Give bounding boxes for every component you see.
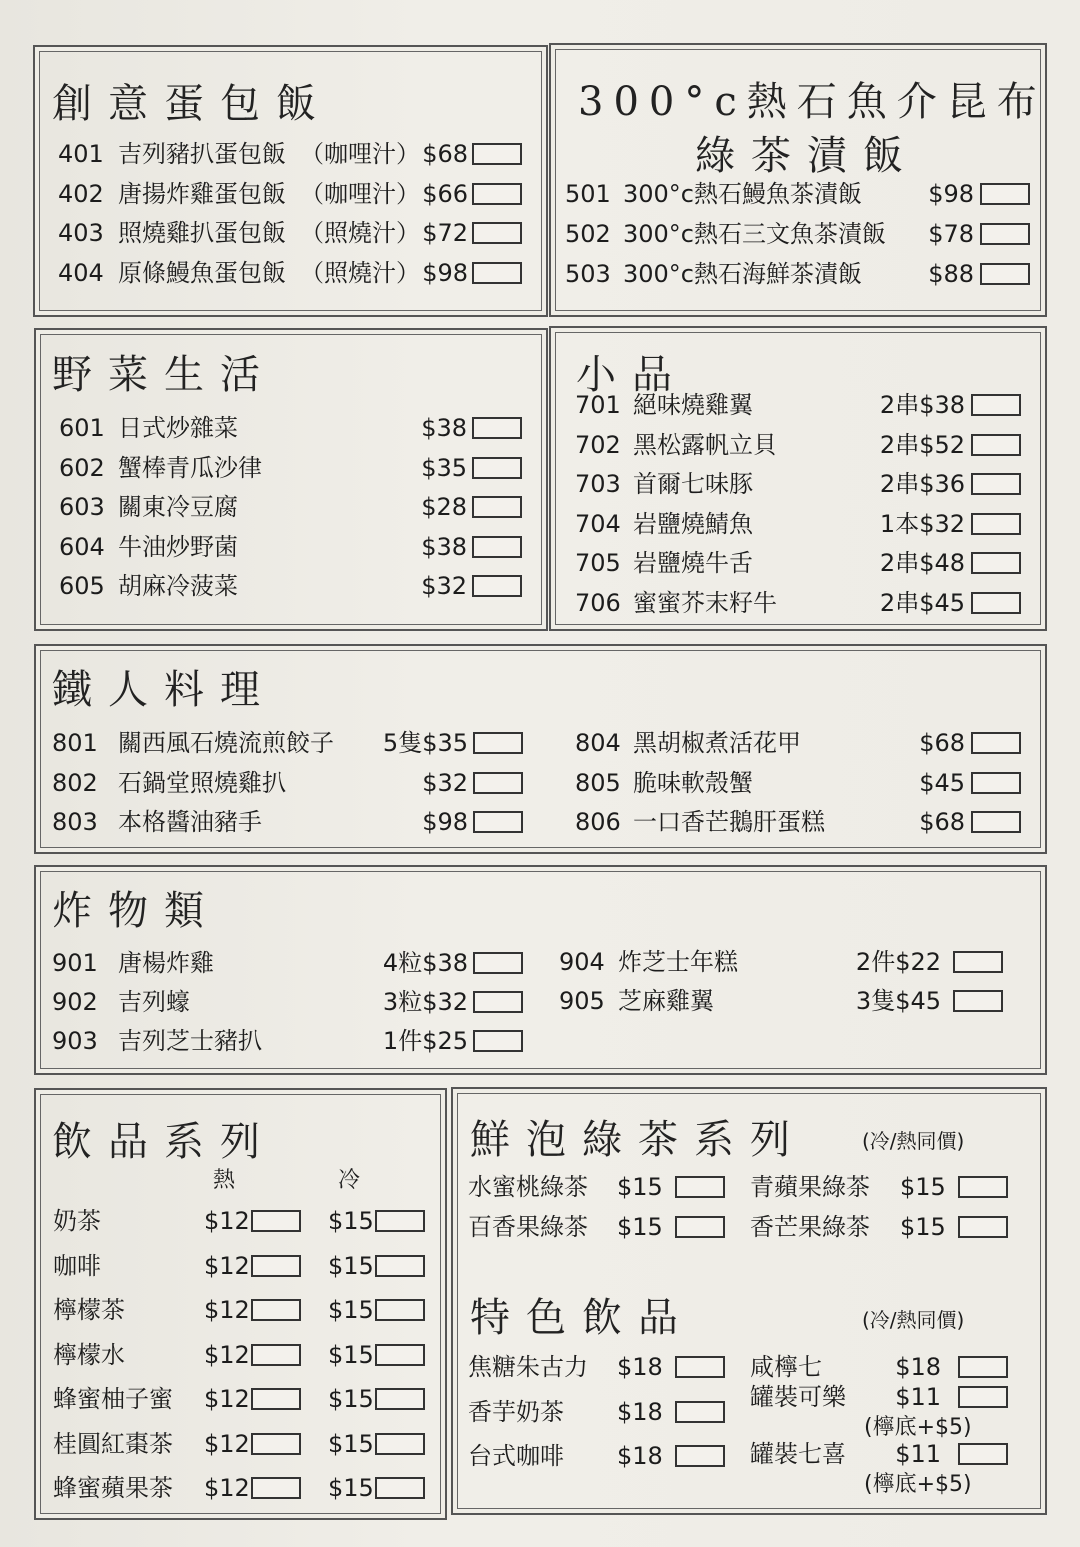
section-drinks-title: 飲品系列	[52, 1119, 276, 1165]
item-price: $98	[928, 180, 974, 208]
item-code: 603	[59, 493, 105, 521]
special-name: 罐裝可樂	[750, 1383, 846, 1411]
hot-column-header: 熱	[213, 1168, 236, 1193]
item-code: 706	[575, 588, 621, 617]
lemon-addon-note: (檸底+$5)	[864, 1472, 972, 1497]
item-code: 902	[52, 988, 98, 1016]
order-checkbox[interactable]	[980, 223, 1030, 245]
item-name: 岩鹽燒牛舌	[633, 549, 753, 577]
order-checkbox[interactable]	[958, 1386, 1008, 1408]
item-code: 702	[575, 430, 621, 459]
lemon-addon-note: (檸底+$5)	[864, 1415, 972, 1440]
order-checkbox[interactable]	[675, 1216, 725, 1238]
special-price: $11	[895, 1383, 941, 1411]
item-sauce: （咖哩汁）	[300, 179, 420, 208]
item-code: 804	[575, 729, 621, 757]
item-code: 703	[575, 470, 621, 498]
special-price: $11	[895, 1440, 941, 1468]
order-checkbox[interactable]	[980, 263, 1030, 285]
section-fried-title: 炸物類	[52, 888, 220, 934]
item-price: $68	[919, 808, 965, 836]
order-checkbox[interactable]	[971, 811, 1021, 833]
drink-hot-price: $12	[204, 1429, 250, 1458]
menu-row	[0, 1026, 1080, 1056]
section-vegetables-title: 野菜生活	[52, 352, 276, 398]
item-name: 吉列芝士豬扒	[118, 1027, 262, 1055]
item-price: 4粒$38	[382, 949, 468, 977]
special-price: $18	[617, 1353, 663, 1381]
drink-hot-price: $12	[204, 1340, 250, 1369]
special-price: $18	[617, 1442, 663, 1470]
item-price: $98	[422, 258, 468, 287]
drink-cold-price: $15	[328, 1474, 374, 1502]
order-checkbox[interactable]	[472, 143, 522, 165]
item-name: 原條鰻魚蛋包飯	[118, 258, 286, 287]
special-name: 焦糖朱古力	[468, 1353, 588, 1381]
drink-hot-price: $12	[204, 1251, 250, 1280]
item-code: 904	[559, 948, 605, 976]
item-name: 牛油炒野菌	[118, 532, 238, 561]
menu-row	[0, 390, 1080, 420]
green-tea-price-note: (冷/熱同價)	[862, 1129, 965, 1153]
tea-name: 百香果綠茶	[468, 1213, 588, 1241]
section-iron-chef-title: 鐵人料理	[52, 667, 276, 713]
drink-name: 蜂蜜柚子蜜	[53, 1385, 173, 1413]
order-checkbox[interactable]	[958, 1216, 1008, 1238]
item-name: 黑胡椒煮活花甲	[633, 729, 801, 757]
menu-row	[0, 1352, 1080, 1382]
tea-price: $15	[900, 1173, 946, 1201]
item-name: 吉列豬扒蛋包飯	[118, 140, 286, 168]
item-price: $38	[421, 414, 467, 442]
item-name: 300°c熱石三文魚茶漬飯	[623, 220, 887, 248]
menu-row	[0, 219, 1080, 249]
item-sauce: （咖哩汁）	[300, 140, 420, 168]
order-checkbox[interactable]	[375, 1255, 425, 1277]
item-code: 502	[565, 220, 611, 248]
item-name: 關東冷豆腐	[118, 493, 238, 521]
item-price: 2串$36	[879, 470, 965, 498]
item-name: 胡麻冷菠菜	[118, 572, 238, 600]
order-checkbox[interactable]	[971, 513, 1021, 535]
order-checkbox[interactable]	[953, 951, 1003, 973]
special-name: 台式咖啡	[468, 1442, 564, 1470]
order-checkbox[interactable]	[958, 1356, 1008, 1378]
item-price: 2串$45	[879, 588, 965, 617]
item-price: 2件$22	[855, 948, 941, 976]
item-name: 脆味軟殼蟹	[633, 768, 753, 797]
item-code: 403	[58, 219, 104, 247]
special-price: $18	[895, 1353, 941, 1381]
order-checkbox[interactable]	[971, 473, 1021, 495]
drink-hot-price: $12	[204, 1296, 250, 1324]
item-price: $45	[919, 768, 965, 797]
item-name: 唐揚炸雞蛋包飯	[118, 179, 286, 208]
drink-cold-price: $15	[328, 1385, 374, 1413]
drink-hot-price: $12	[204, 1385, 250, 1413]
order-checkbox[interactable]	[980, 183, 1030, 205]
tea-price: $15	[900, 1213, 946, 1241]
cold-column-header: 冷	[338, 1168, 361, 1193]
drink-cold-price: $15	[328, 1251, 374, 1280]
order-checkbox[interactable]	[375, 1477, 425, 1499]
item-price: $88	[928, 260, 974, 288]
item-sauce: （照燒汁）	[300, 258, 420, 287]
item-name: 關西風石燒流煎餃子	[118, 729, 334, 757]
drink-hot-price: $12	[204, 1474, 250, 1502]
menu-row	[0, 807, 1080, 837]
section-special-title: 特色飲品	[470, 1295, 694, 1341]
drink-cold-price: $15	[328, 1340, 374, 1369]
item-code: 701	[575, 391, 621, 419]
order-checkbox[interactable]	[473, 1030, 523, 1052]
drink-name: 咖啡	[53, 1251, 101, 1280]
item-price: $72	[422, 219, 468, 247]
item-price: $28	[421, 493, 467, 521]
item-code: 501	[565, 180, 611, 208]
item-name: 絕味燒雞翼	[633, 391, 753, 419]
section-chazuke-title-line1: 300°c熱石魚介昆布	[578, 79, 1047, 125]
item-price: 1件$25	[382, 1027, 468, 1055]
menu-row	[0, 509, 1080, 539]
order-checkbox[interactable]	[971, 394, 1021, 416]
order-checkbox[interactable]	[958, 1176, 1008, 1198]
item-code: 404	[58, 258, 104, 287]
item-name: 岩鹽燒鯖魚	[633, 509, 753, 538]
order-checkbox[interactable]	[251, 1299, 301, 1321]
item-code: 503	[565, 260, 611, 288]
menu-row	[0, 548, 1080, 578]
drink-cold-price: $15	[328, 1429, 374, 1458]
special-price-note: (冷/熱同價)	[862, 1308, 965, 1332]
item-price: $68	[919, 729, 965, 757]
order-checkbox[interactable]	[251, 1255, 301, 1277]
item-price: 5隻$35	[382, 729, 468, 757]
item-code: 705	[575, 549, 621, 577]
special-price: $18	[617, 1397, 663, 1426]
item-name: 首爾七味豚	[633, 470, 753, 498]
item-price: $98	[422, 808, 468, 836]
order-checkbox[interactable]	[971, 552, 1021, 574]
drink-name: 檸檬水	[53, 1340, 125, 1369]
section-green-tea-title: 鮮泡綠茶系列	[470, 1117, 806, 1163]
item-name: 黑松露帆立貝	[633, 430, 777, 459]
menu-row	[0, 947, 1080, 977]
item-name: 石鍋堂照燒雞扒	[118, 768, 286, 797]
item-name: 蟹棒青瓜沙律	[118, 453, 262, 482]
item-price: 3隻$45	[855, 986, 941, 1015]
menu-row	[0, 1382, 1080, 1412]
item-name: 蜜蜜芥末籽牛	[633, 588, 777, 617]
item-code: 402	[58, 179, 104, 208]
item-code: 803	[52, 808, 98, 836]
item-sauce: （照燒汁）	[300, 219, 420, 247]
item-price: $68	[422, 140, 468, 168]
order-checkbox[interactable]	[971, 592, 1021, 614]
item-price: $78	[928, 220, 974, 248]
item-name: 照燒雞扒蛋包飯	[118, 219, 286, 247]
item-code: 604	[59, 532, 105, 561]
menu-row	[0, 728, 1080, 758]
item-price: 2串$38	[879, 391, 965, 419]
item-code: 605	[59, 572, 105, 600]
menu-row	[0, 469, 1080, 499]
item-code: 806	[575, 808, 621, 836]
tea-name: 水蜜桃綠茶	[468, 1173, 588, 1201]
item-price: 2串$52	[879, 430, 965, 459]
drink-cold-price: $15	[328, 1207, 374, 1235]
order-checkbox[interactable]	[675, 1176, 725, 1198]
item-price: 1本$32	[879, 509, 965, 538]
item-price: $32	[421, 572, 467, 600]
section-omurice-title: 創意蛋包飯	[52, 81, 332, 127]
item-code: 401	[58, 140, 104, 168]
order-checkbox[interactable]	[971, 434, 1021, 456]
item-price: 3粒$32	[382, 988, 468, 1016]
item-code: 805	[575, 768, 621, 797]
tea-price: $15	[617, 1213, 663, 1241]
menu-row	[0, 1439, 1080, 1469]
special-name: 罐裝七喜	[750, 1440, 846, 1468]
menu-row	[0, 1172, 1080, 1202]
menu-row	[0, 588, 1080, 618]
item-price: 2串$48	[879, 549, 965, 577]
special-name: 香芋奶茶	[468, 1397, 564, 1426]
item-price: $32	[422, 768, 468, 797]
item-name: 300°c熱石鰻魚茶漬飯	[623, 180, 863, 208]
drink-hot-price: $12	[204, 1207, 250, 1235]
item-code: 602	[59, 453, 105, 482]
drink-cold-price: $15	[328, 1296, 374, 1324]
order-checkbox[interactable]	[251, 1477, 301, 1499]
item-price: $35	[421, 453, 467, 482]
tea-name: 香芒果綠茶	[750, 1213, 870, 1241]
item-name: 唐楊炸雞	[118, 949, 214, 977]
drink-name: 奶茶	[53, 1207, 101, 1235]
item-name: 300°c熱石海鮮茶漬飯	[623, 260, 863, 288]
item-price: $38	[421, 532, 467, 561]
section-chazuke-title-line2: 綠茶漬飯	[695, 133, 919, 179]
order-checkbox[interactable]	[953, 990, 1003, 1012]
item-price: $66	[422, 179, 468, 208]
item-name: 一口香芒鵝肝蛋糕	[633, 808, 825, 836]
item-code: 704	[575, 509, 621, 538]
item-name: 炸芝士年糕	[618, 948, 738, 976]
tea-name: 青蘋果綠茶	[750, 1173, 870, 1201]
item-code: 901	[52, 949, 98, 977]
menu-row	[0, 768, 1080, 798]
menu-row	[0, 179, 1080, 209]
order-checkbox[interactable]	[375, 1299, 425, 1321]
item-name: 日式炒雜菜	[118, 414, 238, 442]
menu-row	[0, 1212, 1080, 1242]
section-small-dishes-title: 小品	[576, 352, 688, 398]
item-name: 芝麻雞翼	[618, 986, 714, 1015]
item-name: 本格醬油豬手	[118, 808, 262, 836]
menu-row	[0, 259, 1080, 289]
order-checkbox[interactable]	[971, 772, 1021, 794]
tea-price: $15	[617, 1173, 663, 1201]
item-name: 吉列蠔	[118, 988, 190, 1016]
order-checkbox[interactable]	[971, 732, 1021, 754]
drink-name: 蜂蜜蘋果茶	[53, 1474, 173, 1502]
item-code: 601	[59, 414, 105, 442]
menu-row	[0, 430, 1080, 460]
item-code: 905	[559, 986, 605, 1015]
item-code: 802	[52, 768, 98, 797]
menu-row	[0, 986, 1080, 1016]
special-name: 咸檸七	[750, 1353, 822, 1381]
order-checkbox[interactable]	[958, 1443, 1008, 1465]
drink-name: 檸檬茶	[53, 1296, 125, 1324]
item-code: 801	[52, 729, 98, 757]
drink-name: 桂圓紅棗茶	[53, 1429, 173, 1458]
item-code: 903	[52, 1027, 98, 1055]
